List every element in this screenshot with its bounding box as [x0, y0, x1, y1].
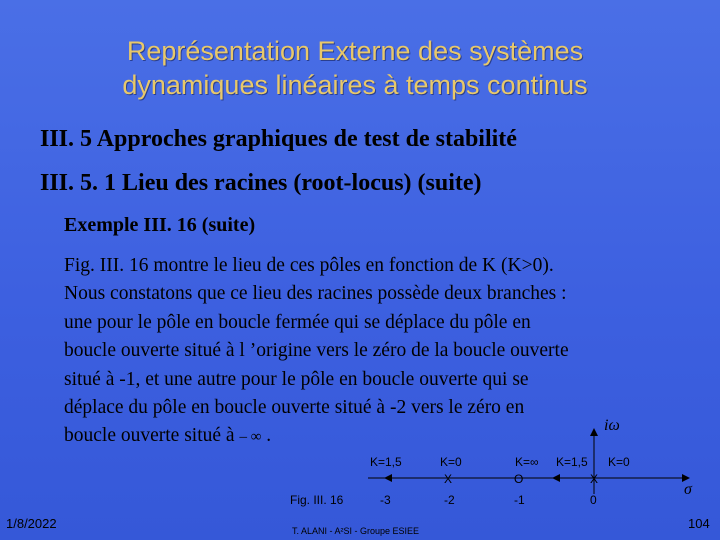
body-line: Fig. III. 16 montre le lieu de ces pôles en fonction de K (K>0).: [64, 255, 554, 276]
tick-label: 0: [590, 493, 597, 507]
imag-axis-arrow-icon: [590, 428, 598, 436]
body-line: déplace du pôle en boucle ouverte situé à -2 vers le zéro en: [64, 397, 525, 419]
tick-label: -1: [514, 493, 525, 507]
body-line: Nous constatons que ce lieu des racines possède deux branches :: [64, 283, 567, 305]
subsection-heading: III. 5. 1 Lieu des racines (root-locus) (suite): [40, 170, 482, 196]
label-kinf: K=∞: [515, 455, 539, 469]
body-line: boucle ouverte situé à l ’origine vers le zéro de la boucle ouverte: [64, 340, 569, 362]
pole-marker-origin: X: [590, 472, 599, 486]
footer-date: 1/8/2022: [6, 516, 57, 531]
label-k15-left: K=1,5: [370, 455, 402, 469]
branch-arrow-right-icon: [552, 474, 560, 482]
label-k0-right: K=0: [608, 455, 630, 469]
footer-author: T. ALANI - A²SI - Groupe ESIEE: [292, 526, 420, 536]
pole-marker-minus-2: X: [444, 472, 453, 486]
minus-infinity: – ∞: [239, 429, 262, 446]
title-line-2: dynamiques linéaires à temps continus: [122, 70, 588, 100]
figure-caption: Fig. III. 16: [290, 493, 344, 507]
body-line: situé à -1, et une autre pour le pôle en boucle ouverte qui se: [64, 368, 529, 390]
body-line-text: boucle ouverte situé à: [64, 425, 240, 447]
section-heading: III. 5 Approches graphiques de test de stabilité: [40, 126, 517, 152]
imag-axis-label: iω: [604, 417, 620, 434]
body-line: une pour le pôle en boucle fermée qui se déplace du pôle en: [64, 311, 531, 333]
tick-label: -2: [444, 493, 455, 507]
label-k0-left: K=0: [440, 455, 462, 469]
title-line-1: Représentation Externe des systèmes: [126, 36, 584, 66]
page-number: 104: [688, 516, 710, 531]
tick-label: -3: [380, 493, 391, 507]
example-heading: Exemple III. 16 (suite): [64, 214, 256, 236]
zero-marker-minus-1: O: [514, 472, 524, 486]
label-k15-right: K=1,5: [556, 455, 588, 469]
real-axis-label: σ: [684, 481, 692, 498]
body-line-end: .: [261, 425, 272, 447]
branch-arrow-left-icon: [384, 474, 392, 482]
